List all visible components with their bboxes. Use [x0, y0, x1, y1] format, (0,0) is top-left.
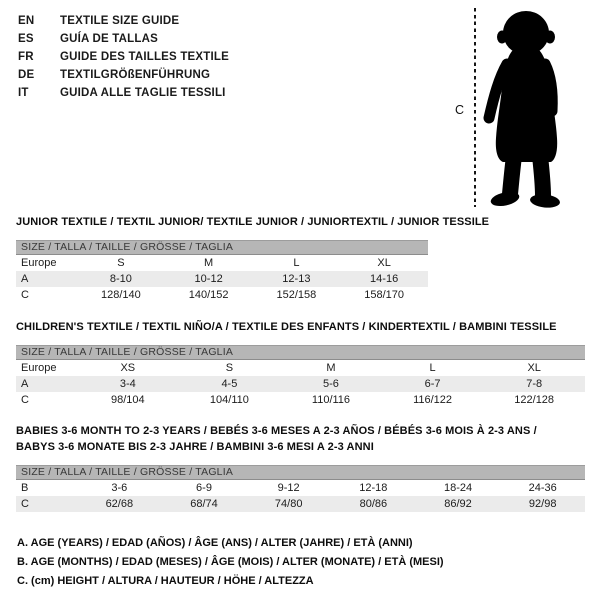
table-cell: 12-13 [282, 273, 311, 285]
table-cell: M [204, 257, 214, 269]
table-cell: 110/116 [311, 394, 351, 406]
table-cell: XL [527, 362, 541, 374]
size-table [16, 240, 428, 303]
table-cell: S [225, 362, 234, 374]
row-label: B [21, 482, 29, 494]
footnote-line: C. (cm) HEIGHT / ALTURA / HAUTEUR / HÖHE / ALTEZZA [17, 575, 314, 587]
footnote-line: B. AGE (MONTHS) / EDAD (MESES) / ÂGE (MOIS) / ALTER (MONATE) / ETÀ (MESI) [17, 556, 444, 568]
footnotes [17, 534, 444, 591]
language-row [18, 84, 229, 102]
table-row [16, 287, 428, 303]
table-cell: 86/92 [444, 498, 472, 510]
row-label: Europe [21, 257, 57, 269]
size-table-header: SIZE / TALLA / TAILLE / GRÖSSE / TAGLIA [16, 240, 428, 255]
table-title [16, 423, 585, 455]
language-title: TEXTILE SIZE GUIDE [60, 15, 180, 27]
table-cell: 4-5 [221, 378, 238, 390]
language-title: GUÍA DE TALLAS [60, 33, 158, 45]
size-table-header: SIZE / TALLA / TAILLE / GRÖSSE / TAGLIA [16, 345, 585, 360]
table-cell: S [117, 257, 125, 269]
table-row [16, 480, 585, 496]
row-label: Europe [21, 362, 57, 374]
height-measure-label: C [455, 103, 465, 117]
table-cell: 9-12 [277, 482, 300, 494]
row-label: C [21, 394, 29, 406]
table-cell: 68/74 [190, 498, 218, 510]
table-cell: 80/86 [359, 498, 388, 510]
table-cell: L [293, 257, 300, 269]
table-cell: XS [120, 362, 136, 374]
language-title: TEXTILGRÖßENFÜHRUNG [60, 69, 211, 81]
table-title-line: CHILDREN'S TEXTILE / TEXTIL NIÑO/A / TEXTILE DES ENFANTS / KINDERTEXTIL / BAMBINI TESSILE [16, 321, 557, 333]
size-table [16, 465, 585, 512]
section-childrens-textile [16, 319, 585, 408]
table-cell: 5-6 [323, 378, 339, 390]
table-cell: 6-7 [424, 378, 441, 390]
language-row [18, 66, 229, 84]
table-title [16, 214, 489, 230]
size-table [16, 345, 585, 408]
row-label: A [21, 273, 29, 285]
language-code: DE [18, 69, 35, 81]
table-row [16, 376, 585, 392]
table-title [16, 319, 585, 335]
language-row [18, 48, 229, 66]
height-measure-dashed-line [474, 8, 476, 207]
row-label: C [21, 289, 29, 301]
table-title-line: BABIES 3-6 MONTH TO 2-3 YEARS / BEBÉS 3-6 MESES A 2-3 AÑOS / BÉBÉS 3-6 MOIS À 2-3 ANS / [16, 425, 537, 437]
footnote-line: A. AGE (YEARS) / EDAD (AÑOS) / ÂGE (ANS) / ALTER (JAHRE) / ETÀ (ANNI) [17, 537, 413, 549]
table-cell: 24-36 [528, 482, 557, 494]
section-junior-textile [16, 214, 489, 303]
table-cell: 7-8 [526, 378, 543, 390]
size-table-header: SIZE / TALLA / TAILLE / GRÖSSE / TAGLIA [16, 465, 585, 480]
table-cell: 74/80 [274, 498, 303, 510]
table-cell: 128/140 [100, 289, 141, 301]
table-row [16, 271, 428, 287]
table-cell: 158/170 [364, 289, 404, 301]
table-cell: 92/98 [528, 498, 557, 510]
language-row [18, 30, 229, 48]
language-list [18, 12, 229, 102]
table-cell: 122/128 [514, 394, 555, 406]
table-row [16, 392, 585, 408]
table-cell: 152/158 [276, 289, 317, 301]
section-babies-textile [16, 423, 585, 512]
table-cell: 14-16 [370, 273, 399, 285]
language-code: EN [18, 15, 35, 27]
table-row [16, 255, 428, 271]
table-cell: 8-10 [109, 273, 132, 285]
table-cell: L [429, 362, 436, 374]
row-label: C [21, 498, 29, 510]
language-code: ES [18, 33, 34, 45]
language-title: GUIDE DES TAILLES TEXTILE [60, 51, 229, 63]
table-row [16, 360, 585, 376]
table-cell: 18-24 [443, 482, 473, 494]
table-cell: 6-9 [196, 482, 212, 494]
table-cell: 62/68 [105, 498, 134, 510]
table-title-line: JUNIOR TEXTILE / TEXTIL JUNIOR/ TEXTILE JUNIOR / JUNIORTEXTIL / JUNIOR TESSILE [16, 216, 490, 228]
table-cell: 3-6 [111, 482, 128, 494]
table-cell: XL [377, 257, 391, 269]
language-code: FR [18, 51, 34, 63]
table-cell: 116/122 [413, 394, 453, 406]
table-cell: 3-4 [119, 378, 136, 390]
table-cell: M [326, 362, 336, 374]
table-row [16, 496, 585, 512]
table-cell: 140/152 [188, 289, 229, 301]
table-title-line: BABYS 3-6 MONATE BIS 2-3 JAHRE / BAMBINI 3-6 MESI A 2-3 ANNI [16, 441, 374, 453]
row-label: A [21, 378, 29, 390]
table-cell: 98/104 [110, 394, 145, 406]
table-cell: 104/110 [209, 394, 249, 406]
language-row [18, 12, 229, 30]
table-cell: 10-12 [194, 273, 223, 285]
table-cell: 12-18 [359, 482, 388, 494]
language-code: IT [18, 87, 29, 99]
baby-silhouette-icon [481, 10, 579, 208]
language-title: GUIDA ALLE TAGLIE TESSILI [60, 87, 226, 99]
